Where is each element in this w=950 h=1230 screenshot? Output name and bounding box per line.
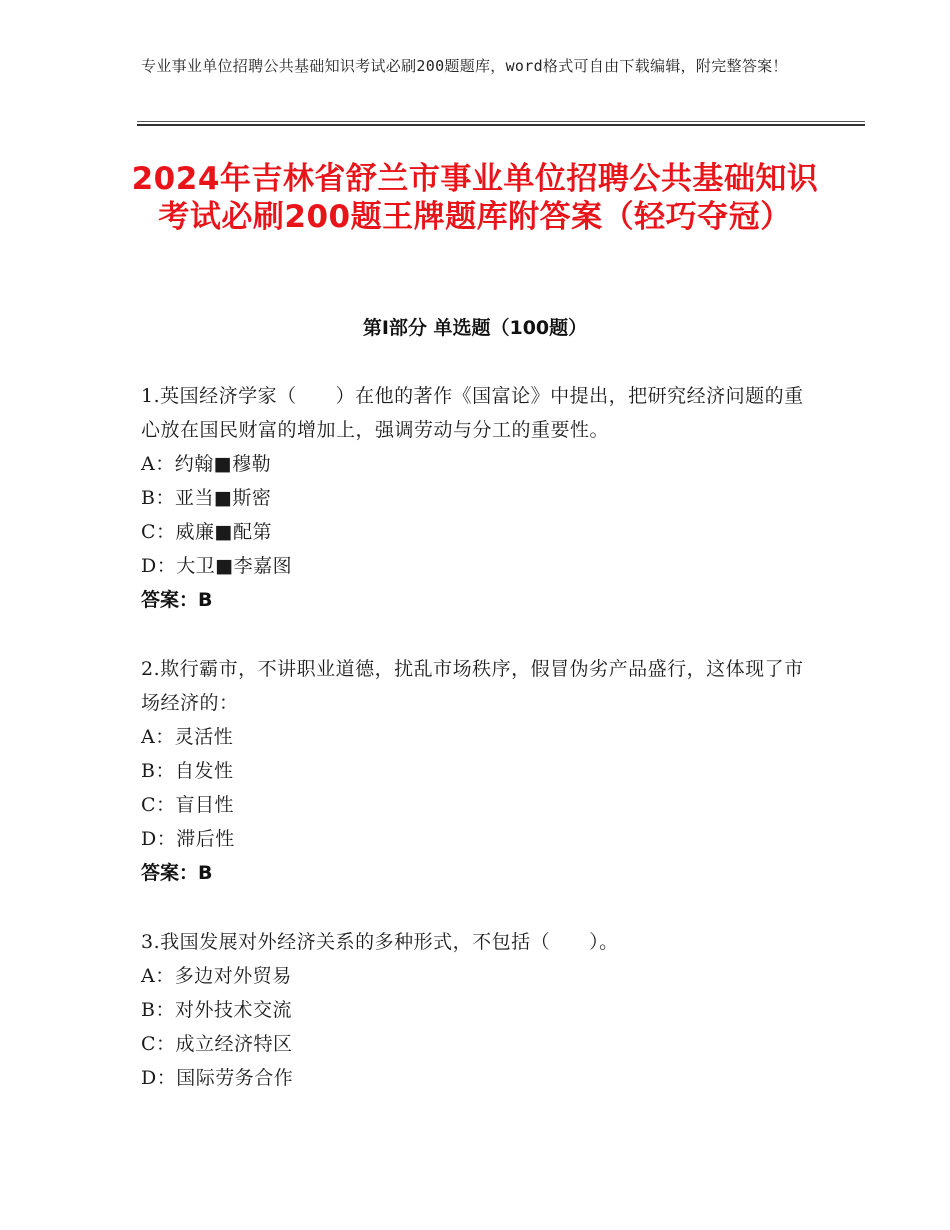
option-d: D：滞后性 (141, 828, 235, 850)
option-b: B：自发性 (141, 760, 234, 782)
option-a: A：灵活性 (141, 726, 234, 748)
option-c: C：成立经济特区 (141, 1033, 293, 1055)
question-1 (141, 379, 811, 617)
header-rule-top (137, 121, 865, 122)
answer: 答案：B (141, 862, 213, 884)
option-c: C：威廉■配第 (141, 521, 272, 543)
option-d: D：大卫■李嘉图 (141, 555, 293, 577)
question-stem: 2.欺行霸市，不讲职业道德，扰乱市场秩序，假冒伪劣产品盛行，这体现了市场经济的： (141, 658, 804, 714)
question-2 (141, 652, 811, 890)
question-3 (141, 925, 811, 1095)
header-note: 专业事业单位招聘公共基础知识考试必刷200题题库，word格式可自由下载编辑，附完整答案！ (141, 57, 788, 75)
section-heading: 第Ⅰ部分 单选题（100题） (362, 317, 588, 339)
option-a: A：约翰■穆勒 (141, 453, 272, 475)
header-rule-bottom (137, 124, 865, 126)
option-b: B：亚当■斯密 (141, 487, 272, 509)
answer: 答案：B (141, 589, 213, 611)
option-a: A：多边对外贸易 (141, 965, 292, 987)
document-title: 2024年吉林省舒兰市事业单位招聘公共基础知识考试必刷200题王牌题库附答案（轻巧夺冠） (131, 161, 819, 235)
option-b: B：对外技术交流 (141, 999, 292, 1021)
option-c: C：盲目性 (141, 794, 235, 816)
question-stem: 3.我国发展对外经济关系的多种形式，不包括（ ）。 (141, 931, 619, 953)
question-stem: 1.英国经济学家（ ）在他的著作《国富论》中提出，把研究经济问题的重心放在国民财富的增加上，强调劳动与分工的重要性。 (141, 385, 804, 441)
option-d: D：国际劳务合作 (141, 1067, 294, 1089)
